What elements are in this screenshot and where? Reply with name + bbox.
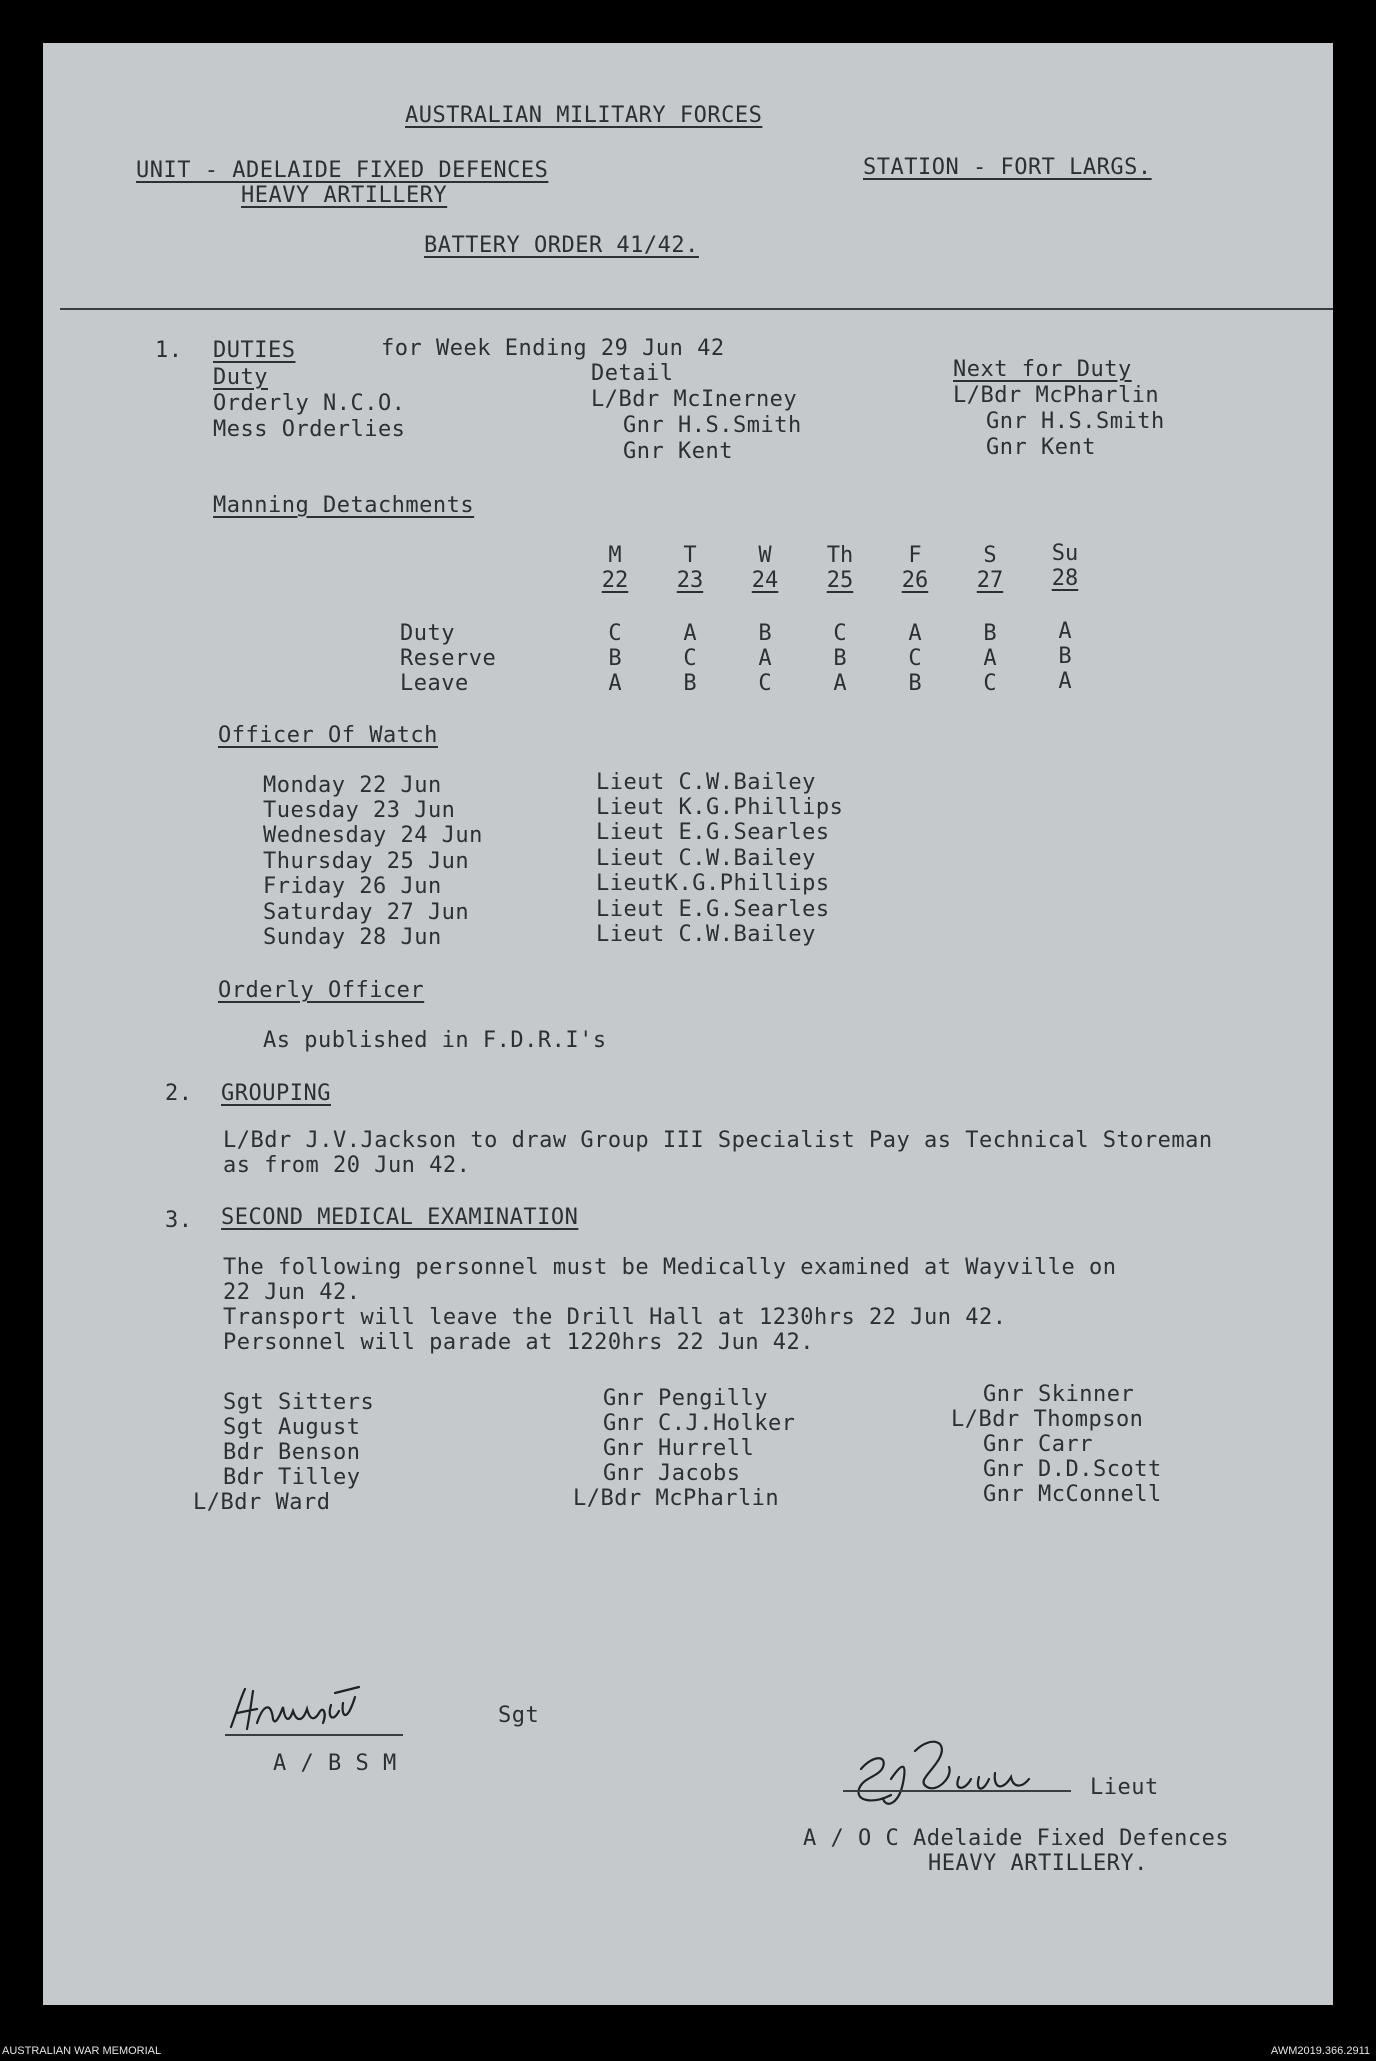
row-label-duty: Duty bbox=[400, 621, 455, 646]
personnel-col3: Gnr Carr bbox=[983, 1432, 1093, 1457]
manning-cell: B bbox=[1058, 644, 1072, 669]
manning-cell: C bbox=[833, 621, 847, 646]
manning-cell: A bbox=[983, 646, 997, 671]
date-header: 24 bbox=[751, 568, 779, 593]
right-signatory-rank: Lieut bbox=[1090, 1775, 1159, 1800]
header-divider bbox=[60, 308, 1333, 310]
medical-line2: 22 Jun 42. bbox=[223, 1280, 361, 1305]
right-signatory-title2: HEAVY ARTILLERY. bbox=[928, 1851, 1148, 1876]
date-header: 23 bbox=[676, 568, 704, 593]
duties-heading: DUTIES bbox=[213, 338, 296, 363]
grouping-heading: GROUPING bbox=[221, 1081, 331, 1106]
personnel-col2: L/Bdr McPharlin bbox=[573, 1486, 780, 1511]
day-header: Th bbox=[826, 543, 854, 568]
orderly-officer-text: As published in F.D.R.I's bbox=[263, 1028, 607, 1053]
medical-heading: SECOND MEDICAL EXAMINATION bbox=[221, 1205, 579, 1230]
watch-officer: LieutK.G.Phillips bbox=[596, 871, 830, 896]
unit-label: UNIT - ADELAIDE FIXED DEFENCES bbox=[136, 158, 549, 183]
mess-detail-a: Gnr H.S.Smith bbox=[623, 413, 802, 438]
orderly-nco-detail: L/Bdr McInerney bbox=[591, 387, 798, 412]
manning-cell: B bbox=[758, 621, 772, 646]
right-signatory-title1: A / O C Adelaide Fixed Defences bbox=[803, 1826, 1230, 1851]
day-header: M bbox=[608, 543, 622, 568]
day-header: W bbox=[758, 543, 772, 568]
row-orderly-nco: Orderly N.C.O. bbox=[213, 391, 406, 416]
duties-week: for Week Ending 29 Jun 42 bbox=[381, 336, 725, 361]
grouping-line2: as from 20 Jun 42. bbox=[223, 1153, 471, 1178]
personnel-col1: Bdr Tilley bbox=[223, 1465, 361, 1490]
station-label: STATION - FORT LARGS. bbox=[863, 155, 1152, 180]
watch-day: Thursday 25 Jun bbox=[263, 849, 470, 874]
personnel-col1: Bdr Benson bbox=[223, 1440, 361, 1465]
document-page bbox=[43, 43, 1333, 2005]
manning-cell: B bbox=[983, 621, 997, 646]
left-signatory-rank: Sgt bbox=[498, 1703, 540, 1728]
medical-line1: The following personnel must be Medically examined at Wayville on bbox=[223, 1255, 1117, 1280]
footer-credit: AUSTRALIAN WAR MEMORIAL bbox=[2, 2045, 162, 2057]
footer-accession: AWM2019.366.2911 bbox=[1270, 2045, 1370, 2057]
manning-cell: B bbox=[683, 671, 697, 696]
personnel-col2: Gnr Jacobs bbox=[603, 1461, 741, 1486]
personnel-col1: Sgt August bbox=[223, 1415, 361, 1440]
watch-officer: Lieut E.G.Searles bbox=[596, 897, 830, 922]
watch-day: Sunday 28 Jun bbox=[263, 925, 442, 950]
manning-cell: A bbox=[1058, 619, 1072, 644]
left-signatory-title: A / B S M bbox=[273, 1751, 397, 1776]
col-detail-header: Detail bbox=[591, 361, 674, 386]
personnel-col2: Gnr Pengilly bbox=[603, 1386, 768, 1411]
orderly-nco-next: L/Bdr McPharlin bbox=[953, 383, 1160, 408]
date-header: 26 bbox=[901, 568, 929, 593]
mess-detail-b: Gnr Kent bbox=[623, 439, 733, 464]
left-signature-line bbox=[225, 1734, 403, 1736]
watch-officer: Lieut C.W.Bailey bbox=[596, 770, 816, 795]
personnel-col3: Gnr McConnell bbox=[983, 1482, 1162, 1507]
watch-day: Wednesday 24 Jun bbox=[263, 823, 483, 848]
personnel-col3: L/Bdr Thompson bbox=[951, 1407, 1144, 1432]
watch-day: Saturday 27 Jun bbox=[263, 900, 470, 925]
personnel-col3: Gnr Skinner bbox=[983, 1382, 1135, 1407]
manning-cell: C bbox=[608, 621, 622, 646]
manning-cell: C bbox=[908, 646, 922, 671]
manning-heading: Manning Detachments bbox=[213, 493, 475, 518]
right-signature-line bbox=[843, 1790, 1071, 1792]
manning-cell: B bbox=[608, 646, 622, 671]
duties-number: 1. bbox=[155, 338, 183, 363]
date-header: 22 bbox=[601, 568, 629, 593]
watch-officer: Lieut C.W.Bailey bbox=[596, 922, 816, 947]
manning-cell: B bbox=[908, 671, 922, 696]
mess-next-a: Gnr H.S.Smith bbox=[986, 409, 1165, 434]
manning-cell: A bbox=[608, 671, 622, 696]
medical-line4: Personnel will parade at 1220hrs 22 Jun 42. bbox=[223, 1330, 815, 1355]
searles-signature bbox=[843, 1733, 1053, 1813]
watch-officer: Lieut C.W.Bailey bbox=[596, 846, 816, 871]
date-header: 27 bbox=[976, 568, 1004, 593]
day-header: Su bbox=[1051, 541, 1079, 566]
grouping-line1: L/Bdr J.V.Jackson to draw Group III Specialist Pay as Technical Storeman bbox=[223, 1128, 1213, 1153]
personnel-col1: Sgt Sitters bbox=[223, 1390, 375, 1415]
medical-number: 3. bbox=[165, 1208, 193, 1233]
personnel-col2: Gnr C.J.Holker bbox=[603, 1411, 796, 1436]
row-mess-orderlies: Mess Orderlies bbox=[213, 417, 406, 442]
personnel-col3: Gnr D.D.Scott bbox=[983, 1457, 1162, 1482]
mess-next-b: Gnr Kent bbox=[986, 435, 1096, 460]
watch-day: Monday 22 Jun bbox=[263, 773, 442, 798]
col-next-header: Next for Duty bbox=[953, 357, 1132, 382]
day-header: F bbox=[908, 543, 922, 568]
manning-cell: A bbox=[758, 646, 772, 671]
manning-cell: A bbox=[833, 671, 847, 696]
manning-cell: A bbox=[683, 621, 697, 646]
personnel-col1: L/Bdr Ward bbox=[193, 1490, 331, 1515]
orderly-officer-heading: Orderly Officer bbox=[218, 978, 425, 1003]
manning-cell: C bbox=[758, 671, 772, 696]
manning-cell: A bbox=[908, 621, 922, 646]
battery-order: BATTERY ORDER 41/42. bbox=[424, 233, 699, 258]
day-header: T bbox=[683, 543, 697, 568]
document-title: AUSTRALIAN MILITARY FORCES bbox=[405, 103, 763, 128]
unit-sub: HEAVY ARTILLERY bbox=[241, 183, 448, 208]
august-signature bbox=[223, 1683, 373, 1735]
date-header: 28 bbox=[1051, 566, 1079, 591]
watch-officer: Lieut E.G.Searles bbox=[596, 820, 830, 845]
watch-heading: Officer Of Watch bbox=[218, 723, 438, 748]
medical-line3: Transport will leave the Drill Hall at 1230hrs 22 Jun 42. bbox=[223, 1305, 1007, 1330]
manning-cell: A bbox=[1058, 669, 1072, 694]
row-label-leave: Leave bbox=[400, 671, 469, 696]
manning-cell: C bbox=[983, 671, 997, 696]
grouping-number: 2. bbox=[165, 1081, 193, 1106]
date-header: 25 bbox=[826, 568, 854, 593]
col-duty-header: Duty bbox=[213, 365, 268, 390]
personnel-col2: Gnr Hurrell bbox=[603, 1436, 755, 1461]
day-header: S bbox=[983, 543, 997, 568]
watch-officer: Lieut K.G.Phillips bbox=[596, 795, 844, 820]
watch-day: Tuesday 23 Jun bbox=[263, 798, 456, 823]
manning-cell: B bbox=[833, 646, 847, 671]
row-label-reserve: Reserve bbox=[400, 646, 497, 671]
watch-day: Friday 26 Jun bbox=[263, 874, 442, 899]
manning-cell: C bbox=[683, 646, 697, 671]
